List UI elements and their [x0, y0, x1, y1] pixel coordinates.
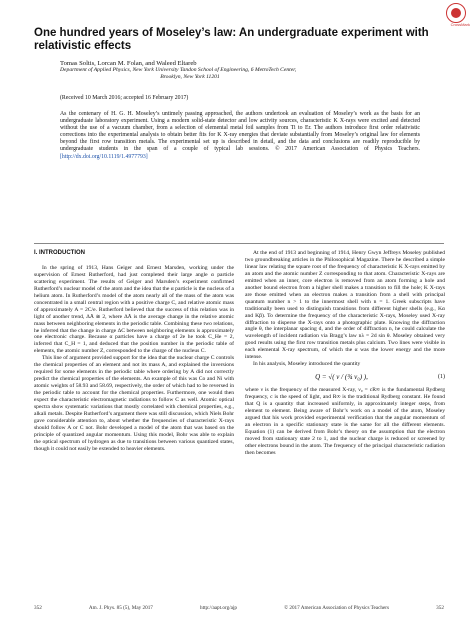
body-paragraph: In the spring of 1913, Hans Geiger and Ernest Marsden, working under the supervision of Ernest Rutherford, had just completed their large angle α particle scattering experiment. The results of Geiger and Marsden’s experiment confirmed Rutherford’s nuclear model of the atom and the idea that the α particle is the nucleus of a helium atom. In Rutherford’s model of the atom nearly all of the mass of the atom was concentrated in a small central region with a positive charge C, and relative atomic mass of approximately A = 2C/e. Rutherford believed that the success of this relation was in light of another trend, ΔĀ ≅ 2, where ΔĀ is the average change in the relative atomic mass between neighboring elements in the periodic table. Combining these two relations, he inferred that the change in charge ΔC between neighboring elements is approximately one electronic charge. Because α particles have a charge of 2e he took C_He = 2, inferred that C_H = 1, and deduced that the position number in the periodic table of elements, the atomic number Z, corresponded to the charge of the nucleus C.: [34, 264, 234, 355]
journal-citation: Am. J. Phys. 85 (5), May 2017: [88, 605, 153, 611]
body-paragraph: In his analysis, Moseley introduced the quantity: [253, 361, 361, 368]
section-divider: [34, 243, 444, 244]
section-heading-introduction: I. INTRODUCTION: [34, 250, 85, 256]
body-paragraph: At the end of 1913 and beginning of 1914, Henry Gwyn Jeffreys Moseley published two groundbreaking articles in the Philosophical Magazine. There he described a simple linear law relating the square root of the frequency of characteristic K X-rays emitted by an atom and the atomic number Z corresponding to that atom. Characteristic X-rays are emitted when an inner, core electron is removed from an atom forming a hole and another bound electron from a higher shell makes a transition to fill the hole; K X-rays are those emitted when an electron makes a transition from a shell with principal quantum number n > 1 to the innermost shell with n = 1. Greek subscripts have traditionally been used to distinguish transitions from different higher shells (e.g., Kα and Kβ). To determine the frequency of the characteristic X-rays, Moseley used X-ray diffraction to disperse the X-rays onto a photographic plate. Knowing the diffraction angle θ, the interplanar spacing d, and the order of diffraction n, he could calculate the wavelength of incident radiation via Bragg’s law nλ = 2d sin θ. Moseley obtained very good results using the first row transition metals plus calcium. Two lines were visible in each elemental X-ray spectrum, of which the α was the lower energy and the more intense.: [245, 250, 445, 361]
page-number-left: 352: [34, 605, 42, 611]
page-number-right: 352: [436, 605, 444, 611]
equation-1: [245, 374, 445, 381]
crossmark-icon[interactable]: [446, 3, 466, 23]
body-paragraph: where ν is the frequency of the measured X-ray, ν₀ = cR∞ is the fundamental Rydberg frequency, c is the speed of light, and R∞ is the traditional Rydberg constant. He found that Q is a quantity that increased uniformly, in approximately integer steps, from element to element. Being aware of Bohr’s work on a model of the atom, Moseley argued that his work provided experimental verification that the angular momentum of an electron in a specific stationary state is the same for all the different elements. Equation (1) can be derived from Bohr’s theory on the assumption that the electron moved from stationary state 2 to 1, and the nuclear charge is reduced or screened by other electrons bound in the atom. The frequency of the principal characteristic radiation then becomes: [245, 387, 445, 456]
right-column: [245, 250, 445, 457]
affiliation-line-2: Brooklyn, New York 11201: [160, 74, 220, 81]
left-column: [34, 250, 234, 453]
copyright-notice: © 2017 American Association of Physics Teachers: [284, 605, 390, 611]
abstract: [60, 111, 420, 161]
equation-number: (1): [438, 374, 445, 381]
received-dates: (Received 10 March 2016; accepted 16 February 2017): [60, 95, 189, 101]
abstract-text: As the centenary of H. G. H. Moseley’s untimely passing approached, the authors undertook an evaluation of Moseley’s work as the basis for an undergraduate laboratory experiment. Using a modern solid-state detector and low activity sources, characteristic K X-rays were excited and detected without the use of a vacuum chamber, from a selection of elemental metal foil samples from Ti to Er. The authors introduce first order relativistic corrections into the experimental analysis to obtain better fits for K X-ray energies that deviate substantially from Moseley’s original law for elements beyond the first row transition metals. The experimental set up is described in detail, and the data and conclusions are readily reproducible by undergraduate students in the span of a couple of typical lab sessions. © 2017 American Association of Physics Teachers.: [60, 111, 420, 153]
crossmark-label: CrossMark: [450, 22, 470, 27]
body-paragraph: This line of argument provided support for the idea that the nuclear charge C controls the chemical properties of an element and not its mass A, and explained the inversions required for some elements in the periodic table where ordering by A did not correctly predict the chemical properties of the elements. An example of this was Co and Ni with atomic weights of 58.93 and 58.69, respectively, the order of which had to be reversed in the periodic table to account for the chemical properties. Furthermore, one would then expect the characteristic electromagnetic radiations to follow C as well. Atomic optical spectra show systematic variations that mostly correlated with chemical properties, e.g., alkali metals. Despite Rutherford’s argument there was still discussion, which Niels Bohr gave considerable attention to, about whether the frequencies of characteristic X-rays should follow A or C not. Bohr developed a model of the atom that was based on the principle of quantized angular momentum. Using this model, Bohr was able to explain the optical spectrum of hydrogen as due to transitions between various quantized states, though it could not easily be extended to heavier elements.: [34, 355, 234, 452]
affiliation-line-1: Department of Applied Physics, New York University Tandon School of Engineering, 6 MetroTech Center,: [60, 67, 297, 74]
author-names: Tomas Soltis, Lorcan M. Folan, and Waleed Eltareb: [60, 60, 197, 67]
equation-body: Q = √( ν / (¾ ν₀) ),: [315, 373, 368, 382]
journal-url[interactable]: http://aapt.org/ajp: [200, 605, 237, 611]
doi-link[interactable]: [http://dx.doi.org/10.1119/1.4977793]: [60, 153, 148, 160]
crossmark-dot: [451, 8, 461, 18]
page-footer: [34, 605, 444, 611]
author-block: [60, 60, 440, 81]
article-title: One hundred years of Moseley’s law: An undergraduate experiment with relativistic effects: [34, 27, 429, 52]
